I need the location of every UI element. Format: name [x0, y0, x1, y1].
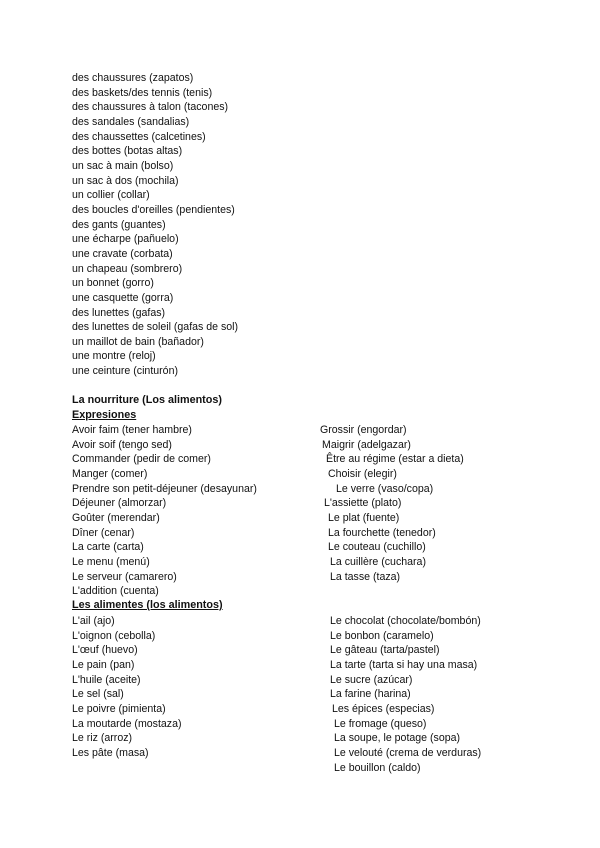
- expression-item: Prendre son petit-déjeuner (desayunar): [72, 482, 257, 495]
- expressions-left-column: [72, 423, 257, 599]
- clothing-item: un chapeau (sombrero): [72, 262, 183, 275]
- expression-item: Le serveur (camarero): [72, 570, 177, 583]
- expression-item: Le verre (vaso/copa): [336, 482, 434, 495]
- food-item: Le velouté (crema de verduras): [334, 746, 482, 759]
- clothing-item: une casquette (gorra): [72, 291, 174, 304]
- food-item: La moutarde (mostaza): [72, 717, 182, 730]
- food-item: La tarte (tarta si hay una masa): [330, 658, 478, 671]
- clothing-item: des chaussures à talon (tacones): [72, 101, 229, 114]
- expression-item: Goûter (merendar): [72, 511, 160, 524]
- food-item: L'huile (aceite): [72, 673, 141, 686]
- expression-item: L'assiette (plato): [324, 497, 402, 510]
- expression-item: Commander (pedir de comer): [72, 453, 211, 466]
- food-item: Les épices (especias): [332, 702, 435, 715]
- clothing-item: des sandales (sandalias): [72, 115, 190, 128]
- expression-item: Avoir faim (tener hambre): [72, 424, 192, 436]
- food-item: Le riz (arroz): [72, 732, 133, 745]
- expressions-heading: Expresiones: [72, 409, 137, 421]
- clothing-item: des lunettes (gafas): [72, 306, 166, 319]
- foods-left-column: [72, 614, 182, 761]
- foods-heading: Les alimentes (los alimentos): [72, 599, 223, 611]
- expression-item: Manger (comer): [72, 467, 148, 480]
- expression-item: Grossir (engordar): [320, 424, 407, 436]
- expression-item: La fourchette (tenedor): [328, 526, 436, 539]
- food-item: Le sucre (azúcar): [330, 673, 413, 686]
- clothing-item: des lunettes de soleil (gafas de sol): [72, 321, 239, 334]
- food-item: Le bouillon (caldo): [334, 761, 421, 774]
- clothing-item: une montre (reloj): [72, 350, 156, 363]
- expression-item: Le plat (fuente): [328, 511, 400, 524]
- clothing-item: des gants (guantes): [72, 218, 166, 231]
- clothing-item: des boucles d'oreilles (pendientes): [72, 203, 235, 216]
- clothing-item: un maillot de bain (bañador): [72, 335, 204, 348]
- clothing-item: des chaussettes (calcetines): [72, 130, 206, 143]
- food-item: Le fromage (queso): [334, 717, 427, 730]
- expressions-right-column: [320, 423, 464, 584]
- food-item: Le poivre (pimienta): [72, 702, 166, 715]
- clothing-item: des bottes (botas altas): [72, 145, 183, 158]
- food-section-title: La nourriture (Los alimentos): [72, 394, 222, 406]
- food-item: La farine (harina): [330, 688, 411, 701]
- food-item: L'oignon (cebolla): [72, 629, 156, 642]
- clothing-item: une ceinture (cinturón): [72, 365, 178, 378]
- expression-item: Le couteau (cuchillo): [328, 541, 426, 554]
- expression-item: Le menu (menú): [72, 555, 150, 568]
- clothing-item: des baskets/des tennis (tenis): [72, 86, 213, 99]
- expression-item: Choisir (elegir): [328, 467, 397, 480]
- clothing-item: un bonnet (gorro): [72, 277, 154, 290]
- food-item: Les pâte (masa): [72, 746, 149, 759]
- clothing-item: un sac à dos (mochila): [72, 174, 179, 187]
- expression-item: La cuillère (cuchara): [330, 555, 426, 568]
- foods-right-column: [330, 614, 481, 775]
- food-item: L'ail (ajo): [72, 615, 115, 627]
- food-item: Le bonbon (caramelo): [330, 629, 434, 642]
- food-item: Le gâteau (tarta/pastel): [330, 644, 440, 657]
- expression-item: La tasse (taza): [330, 570, 401, 583]
- food-item: La soupe, le potage (sopa): [334, 732, 461, 745]
- expression-item: Dîner (cenar): [72, 526, 135, 539]
- clothing-item: une cravate (corbata): [72, 247, 173, 260]
- expression-item: Avoir soif (tengo sed): [72, 438, 172, 451]
- expression-item: Déjeuner (almorzar): [72, 497, 167, 510]
- clothing-item: des chaussures (zapatos): [72, 72, 194, 84]
- food-item: Le pain (pan): [72, 658, 135, 671]
- clothing-list: [72, 71, 238, 379]
- food-item: L'œuf (huevo): [72, 644, 138, 657]
- expression-item: L'addition (cuenta): [72, 585, 159, 598]
- food-item: Le sel (sal): [72, 688, 124, 701]
- food-item: Le chocolat (chocolate/bombón): [330, 615, 481, 627]
- clothing-item: un collier (collar): [72, 189, 150, 202]
- clothing-item: un sac à main (bolso): [72, 159, 174, 172]
- expression-item: Maigrir (adelgazar): [322, 438, 411, 451]
- clothing-item: une écharpe (pañuelo): [72, 233, 179, 246]
- expression-item: La carte (carta): [72, 541, 144, 554]
- expression-item: Être au régime (estar a dieta): [326, 453, 464, 466]
